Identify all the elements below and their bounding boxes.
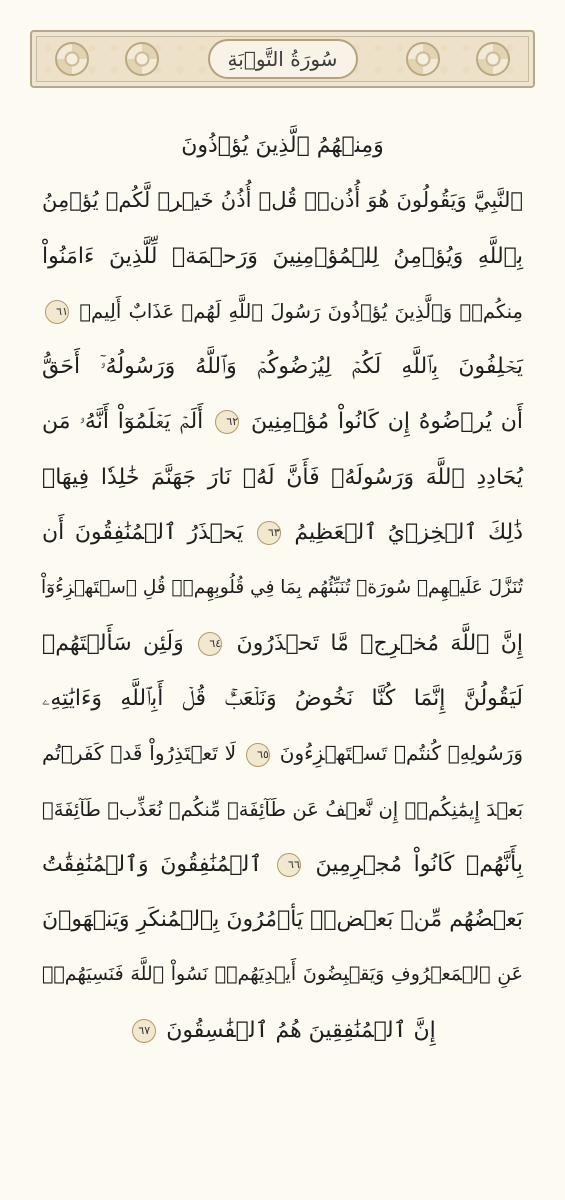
ayah-number-marker: ٦٤ xyxy=(198,632,222,656)
ayah-number-marker: ٦٣ xyxy=(257,521,281,545)
verse-text: أَلَمۡ يَعۡلَمُوٓاْ أَنَّهُۥ مَن xyxy=(42,409,204,435)
verse-text: يَحۡلِفُونَ بِٱللَّهِ لَكُمۡ لِيُرۡضُوكُمۡ وَٱللَّهُ وَرَسُولُهُۥٓ أَحَقُّ xyxy=(42,354,523,380)
verse-line xyxy=(42,284,523,339)
header-ornament xyxy=(36,36,529,82)
verse-line xyxy=(42,892,523,947)
verse-text: لَا تَعۡتَذِرُواْ قَدۡ كَفَرۡتُم xyxy=(42,741,237,766)
quran-text-block xyxy=(42,118,523,1058)
verse-text: أَن يُرۡضُوهُ إِن كَانُواْ مُؤۡمِنِينَ xyxy=(251,409,524,435)
rosette-ornament xyxy=(55,42,89,76)
verse-text: يَحۡذَرُ ٱلۡمُنَٰفِقُونَ أَن xyxy=(42,520,244,546)
verse-text: إِنَّ ٱلۡمُنَٰفِقِينَ هُمُ ٱلۡفَٰسِقُونَ xyxy=(166,1017,436,1043)
ayah-number-marker: ٦٥ xyxy=(246,743,270,767)
verse-line xyxy=(42,726,523,781)
verse-text: بَعۡضُهُم مِّنۢ بَعۡضٖۚ يَأۡمُرُونَ بِٱلۡمُنكَرِ وَيَنۡهَوۡنَ xyxy=(42,907,523,933)
verse-line xyxy=(42,505,523,560)
verse-text: بِٱللَّهِ وَيُؤۡمِنُ لِلۡمُؤۡمِنِينَ وَرَحۡمَةٞ لِّلَّذِينَ ءَامَنُواْ xyxy=(42,243,523,269)
verse-text: وَلَئِن سَأَلۡتَهُمۡ xyxy=(42,630,184,656)
ayah-number-marker: ٦٧ xyxy=(132,1019,156,1043)
verse-text: بِأَنَّهُمۡ كَانُواْ مُجۡرِمِينَ xyxy=(315,851,523,877)
verse-line xyxy=(42,339,523,394)
verse-line xyxy=(42,450,523,505)
verse-text: تُنَزَّلَ عَلَيۡهِمۡ سُورَةٞ تُنَبِّئُهُم بِمَا فِي قُلُوبِهِمۡۚ قُلِ ٱسۡتَهۡزِءُوٓاْ xyxy=(41,577,523,599)
surah-title-cartouche xyxy=(208,39,358,79)
verse-line xyxy=(42,671,523,726)
verse-text: وَمِنۡهُمُ ٱلَّذِينَ يُؤۡذُونَ xyxy=(181,133,384,158)
verse-line xyxy=(42,782,523,837)
verse-line xyxy=(42,118,523,173)
verse-line xyxy=(42,837,523,892)
verse-text: إِنَّ ٱللَّهَ مُخۡرِجٞ مَّا تَحۡذَرُونَ xyxy=(236,630,524,656)
verse-line xyxy=(42,560,523,615)
rosette-ornament xyxy=(476,42,510,76)
ayah-number-marker: ٦٦ xyxy=(277,853,301,877)
verse-line xyxy=(42,394,523,449)
verse-text: ٱلۡمُنَٰفِقُونَ وَٱلۡمُنَٰفِقَٰتُ xyxy=(42,851,263,877)
verse-line xyxy=(42,173,523,228)
ayah-number-marker: ٦١ xyxy=(45,300,69,324)
verse-text: ٱلنَّبِيَّ وَيَقُولُونَ هُوَ أُذُنٞۚ قُلۡ أُذُنُ خَيۡرٖ لَّكُمۡ يُؤۡمِنُ xyxy=(42,188,523,213)
verse-text: مِنكُمۡۚ وَٱلَّذِينَ يُؤۡذُونَ رَسُولَ ٱللَّهِ لَهُمۡ عَذَابٌ أَلِيمٞ xyxy=(79,299,523,323)
verse-text: عَنِ ٱلۡمَعۡرُوفِ وَيَقۡبِضُونَ أَيۡدِيَهُمۡۚ نَسُواْ ٱللَّهَ فَنَسِيَهُمۡۚ xyxy=(42,963,523,986)
surah-header xyxy=(30,30,535,88)
rosette-ornament xyxy=(406,42,440,76)
verse-line xyxy=(42,1003,523,1058)
verse-text: لَيَقُولُنَّ إِنَّمَا كُنَّا نَخُوضُ وَنَلۡعَبُۚ قُلۡ أَبِٱللَّهِ وَءَايَٰتِهِۦ xyxy=(42,685,523,711)
verse-text: يُحَادِدِ ٱللَّهَ وَرَسُولَهُۥ فَأَنَّ لَهُۥ نَارَ جَهَنَّمَ خَٰلِدٗا فِيهَاۚ xyxy=(42,464,523,490)
ayah-number-marker: ٦٢ xyxy=(215,410,239,434)
verse-text: ذَٰلِكَ ٱلۡخِزۡيُ ٱلۡعَظِيمُ xyxy=(294,520,523,546)
rosette-ornament xyxy=(125,42,159,76)
surah-title: سُورَةُ التَّوۡبَةِ xyxy=(227,47,338,71)
verse-line xyxy=(42,947,523,1002)
verse-text: وَرَسُولِهِۦ كُنتُمۡ تَسۡتَهۡزِءُونَ xyxy=(279,741,524,766)
verse-line xyxy=(42,229,523,284)
verse-line xyxy=(42,616,523,671)
verse-text: بَعۡدَ إِيمَٰنِكُمۡۚ إِن نَّعۡفُ عَن طَآئِفَةٖ مِّنكُمۡ نُعَذِّبۡ طَآئِفَةَۢ xyxy=(42,797,523,821)
